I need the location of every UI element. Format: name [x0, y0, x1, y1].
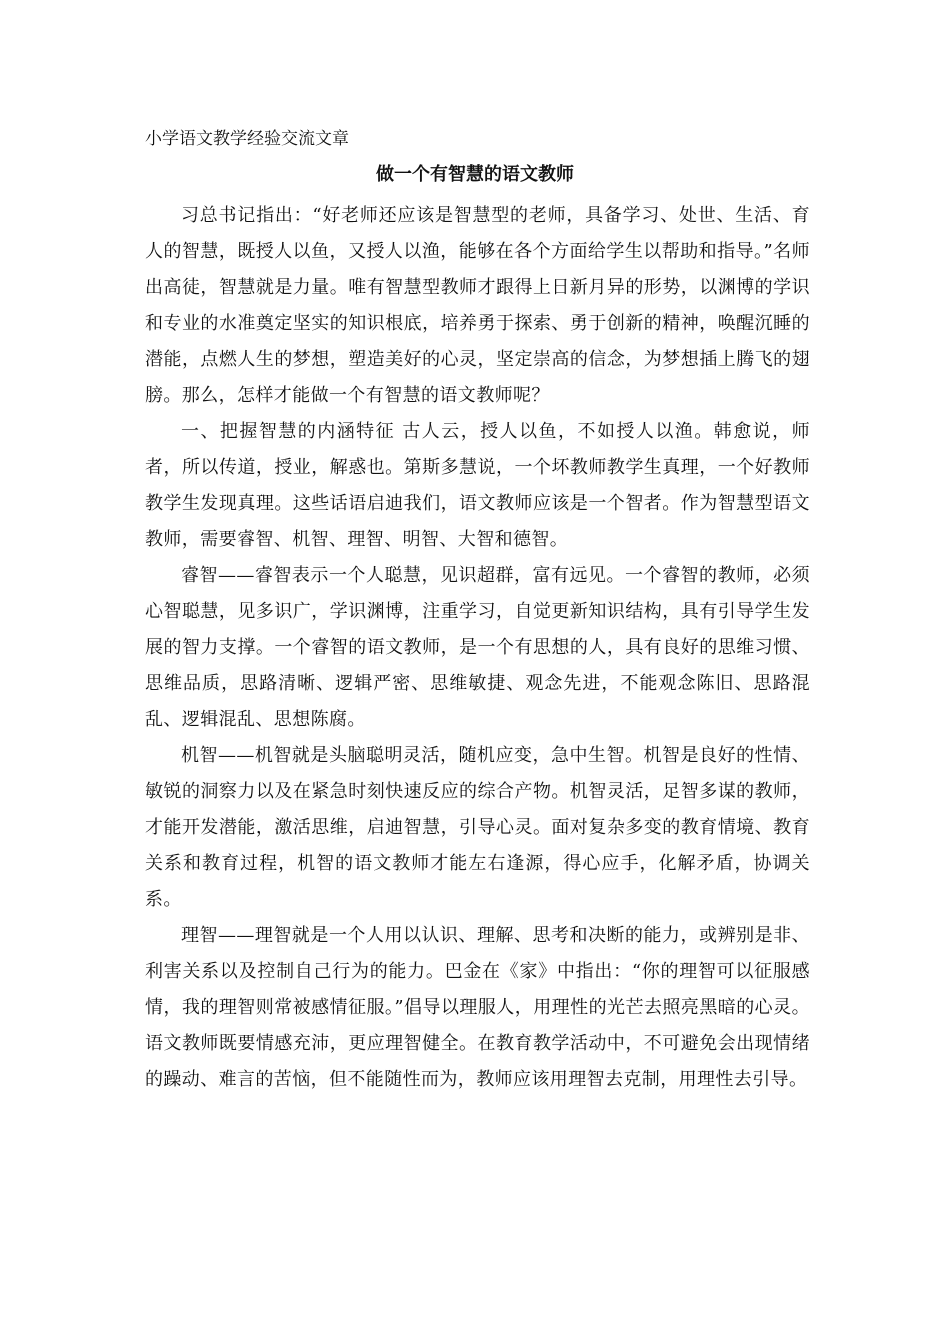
document-category-label: 小学语文教学经验交流文章 — [145, 129, 349, 149]
paragraph-lizhi: 理智——理智就是一个人用以认识、理解、思考和决断的能力，或辨别是非、利害关系以及控制自己行为的能力。巴金在《家》中指出：“你的理智可以征服感情，我的理智则常被感情征服。”倡导以理服人，用理性的光芒去照亮黑暗的心灵。语文教师既要情感充沛，更应理智健全。在教育教学活动中，不可避免会出现情绪的躁动、难言的苦恼，但不能随性而为，教师应该用理智去克制，用理性去引导。 — [145, 925, 810, 1090]
document-body — [145, 198, 810, 1098]
document-title: 做一个有智慧的语文教师 — [376, 164, 574, 185]
paragraph-section-one: 一、把握智慧的内涵特征 古人云，授人以鱼，不如授人以渔。韩愈说，师者，所以传道，授业，解惑也。第斯多慧说，一个坏教师教学生真理，一个好教师教学生发现真理。这些话语启迪我们，语文教师应该是一个智者。作为智慧型语文教师，需要睿智、机智、理智、明智、大智和德智。 — [145, 421, 810, 550]
paragraph-intro: 习总书记指出：“好老师还应该是智慧型的老师，具备学习、处世、生活、育人的智慧，既授人以鱼，又授人以渔，能够在各个方面给学生以帮助和指导。”名师出高徒，智慧就是力量。唯有智慧型教师才跟得上日新月异的形势，以渊博的学识和专业的水准奠定坚实的知识根底，培养勇于探索、勇于创新的精神，唤醒沉睡的潜能，点燃人生的梦想，塑造美好的心灵，坚定崇高的信念，为梦想插上腾飞的翅膀。那么，怎样才能做一个有智慧的语文教师呢？ — [145, 205, 810, 406]
paragraph-jizhi: 机智——机智就是头脑聪明灵活，随机应变，急中生智。机智是良好的性情、敏锐的洞察力以及在紧急时刻快速反应的综合产物。机智灵活，足智多谋的教师，才能开发潜能，激活思维，启迪智慧，引导心灵。面对复杂多变的教育情境、教育关系和教育过程，机智的语文教师才能左右逢源，得心应手，化解矛盾，协调关系。 — [145, 745, 810, 910]
paragraph-ruizhi: 睿智——睿智表示一个人聪慧，见识超群，富有远见。一个睿智的教师，必须心智聪慧，见多识广，学识渊博，注重学习，自觉更新知识结构，具有引导学生发展的智力支撑。一个睿智的语文教师，是一个有思想的人，具有良好的思维习惯、思维品质，思路清晰、逻辑严密、思维敏捷、观念先进，不能观念陈旧、思路混乱、逻辑混乱、思想陈腐。 — [145, 565, 810, 730]
